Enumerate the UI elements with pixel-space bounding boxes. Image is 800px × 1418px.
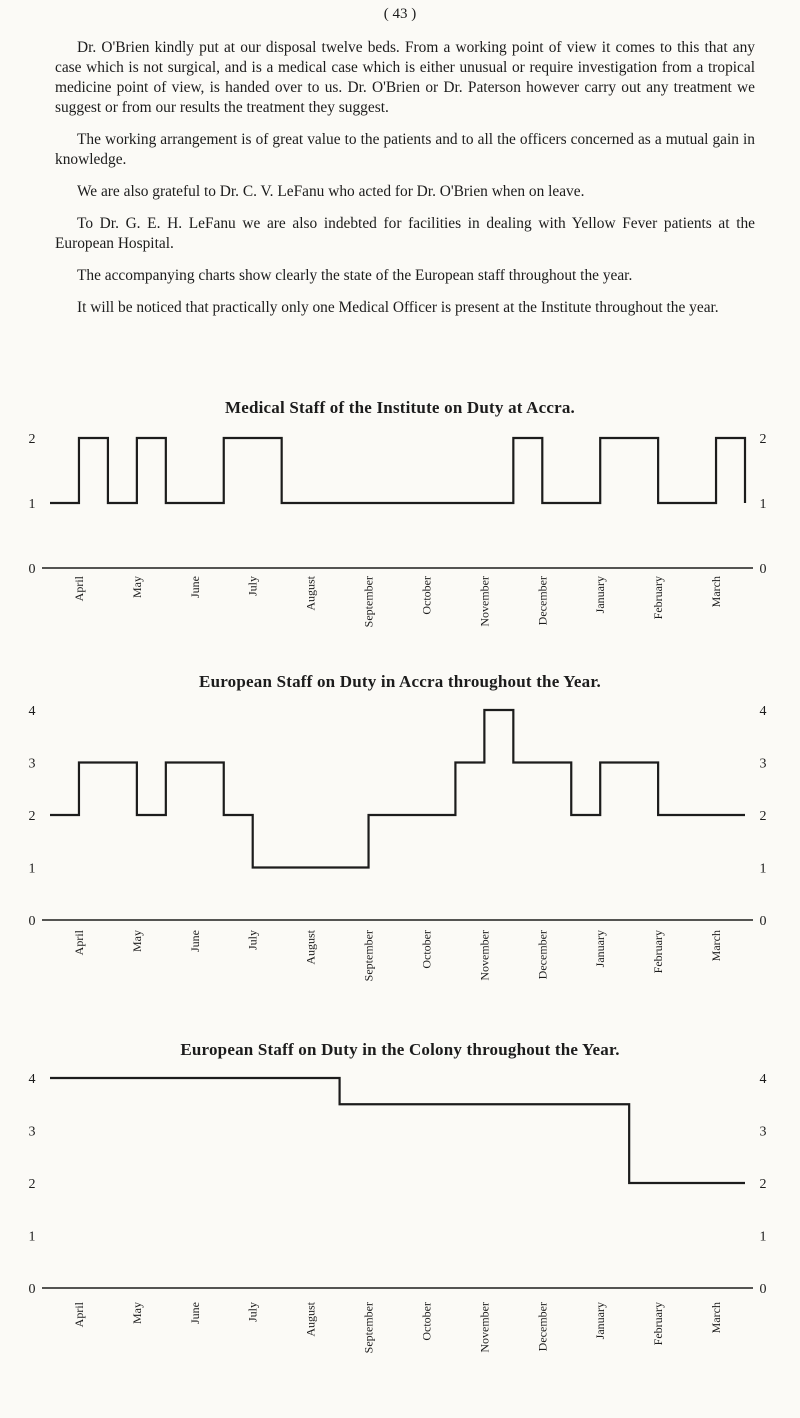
body-text: [55, 38, 755, 330]
x-tick-label-month: September: [361, 1302, 376, 1354]
y-tick-label-left: 4: [28, 1072, 36, 1087]
y-tick-label-left: 2: [28, 809, 36, 824]
y-tick-label-left: 1: [28, 861, 36, 877]
paragraph: To Dr. G. E. H. LeFanu we are also indebted for facilities in dealing with Yellow Fever patients at the European Hospital.: [55, 215, 755, 252]
y-tick-label-left: 0: [28, 914, 36, 929]
x-tick-label-month: June: [187, 1302, 202, 1324]
x-tick-label-month: September: [361, 930, 376, 982]
staff-count-series-line: [50, 438, 745, 503]
y-tick-label-right: 1: [759, 497, 767, 512]
x-tick-label-month: August: [303, 576, 318, 611]
y-tick-label-left: 3: [28, 756, 36, 772]
x-tick-label-month: May: [129, 576, 144, 598]
y-tick-label-right: 2: [759, 1177, 767, 1192]
x-tick-label-month: September: [361, 576, 376, 628]
x-tick-label-month: August: [303, 1302, 318, 1337]
x-tick-label-month: May: [129, 930, 144, 952]
chart-european-staff-colony: [0, 1062, 800, 1402]
y-tick-label-right: 1: [759, 861, 767, 877]
y-tick-label-left: 2: [28, 432, 36, 447]
y-tick-label-right: 4: [759, 1072, 767, 1087]
y-tick-label-left: 4: [28, 704, 36, 719]
y-tick-label-right: 1: [759, 1229, 767, 1245]
x-tick-label-month: June: [187, 930, 202, 952]
y-tick-label-left: 3: [28, 1124, 36, 1140]
y-tick-label-right: 0: [759, 914, 767, 929]
x-tick-label-month: October: [419, 1302, 434, 1341]
x-tick-label-month: July: [245, 1302, 260, 1323]
y-tick-label-right: 3: [759, 756, 767, 772]
x-tick-label-month: July: [245, 576, 260, 597]
x-tick-label-month: August: [303, 930, 318, 965]
x-tick-label-month: January: [593, 1302, 608, 1340]
x-tick-label-month: December: [535, 576, 550, 626]
staff-count-series-line: [50, 710, 745, 868]
paragraph: The accompanying charts show clearly the state of the European staff throughout the year.: [77, 267, 633, 284]
paragraph: We are also grateful to Dr. C. V. LeFanu who acted for Dr. O'Brien when on leave.: [77, 183, 585, 200]
x-tick-label-month: May: [129, 1302, 144, 1324]
x-tick-label-month: December: [535, 1302, 550, 1352]
chart-institute-medical-staff: [0, 422, 800, 652]
x-tick-label-month: June: [187, 576, 202, 598]
y-tick-label-right: 2: [759, 432, 767, 447]
y-tick-label-left: 0: [28, 1282, 36, 1297]
y-tick-label-left: 2: [28, 1177, 36, 1192]
x-tick-label-month: March: [709, 1302, 724, 1334]
x-tick-label-month: January: [593, 930, 608, 968]
y-tick-label-right: 0: [759, 562, 767, 577]
chart-title-colony: European Staff on Duty in the Colony throughout the Year.: [180, 1040, 620, 1059]
x-tick-label-month: July: [245, 930, 260, 951]
y-tick-label-right: 3: [759, 1124, 767, 1140]
staff-count-series-line: [50, 1078, 745, 1183]
x-tick-label-month: April: [71, 930, 86, 956]
x-tick-label-month: October: [419, 576, 434, 615]
x-tick-label-month: February: [651, 930, 666, 974]
paragraph: It will be noticed that practically only one Medical Officer is present at the Institute throughout the year.: [77, 299, 719, 316]
x-tick-label-month: November: [477, 1302, 492, 1353]
y-tick-label-right: 0: [759, 1282, 767, 1297]
y-tick-label-left: 1: [28, 497, 36, 512]
x-tick-label-month: March: [709, 930, 724, 962]
paragraph: Dr. O'Brien kindly put at our disposal twelve beds. From a working point of view it comes to this that any case which is not surgical, and is a medical case which is either unusual or require investigation from a tropical medicine point of view, is handed over to us. Dr. O'Brien or Dr. Paterson however carry out any treatment we suggest or from our results the treatment they suggest.: [55, 39, 755, 116]
x-tick-label-month: December: [535, 930, 550, 980]
x-tick-label-month: March: [709, 576, 724, 608]
chart-title-accra: European Staff on Duty in Accra throughout the Year.: [199, 672, 601, 691]
x-tick-label-month: February: [651, 1302, 666, 1346]
paragraph: The working arrangement is of great value to the patients and to all the officers concerned as a mutual gain in knowledge.: [55, 131, 755, 168]
chart-title-institute: Medical Staff of the Institute on Duty at Accra.: [224, 398, 576, 417]
y-tick-label-left: 1: [28, 1229, 36, 1245]
y-tick-label-right: 4: [759, 704, 767, 719]
y-tick-label-right: 2: [759, 809, 767, 824]
x-tick-label-month: February: [651, 576, 666, 620]
chart-european-staff-accra: [0, 694, 800, 1024]
x-tick-label-month: April: [71, 1302, 86, 1328]
page-number: ( 43 ): [383, 6, 417, 22]
x-tick-label-month: January: [593, 576, 608, 614]
x-tick-label-month: October: [419, 930, 434, 969]
x-tick-label-month: November: [477, 576, 492, 627]
x-tick-label-month: April: [71, 576, 86, 602]
x-tick-label-month: November: [477, 930, 492, 981]
y-tick-label-left: 0: [28, 562, 36, 577]
